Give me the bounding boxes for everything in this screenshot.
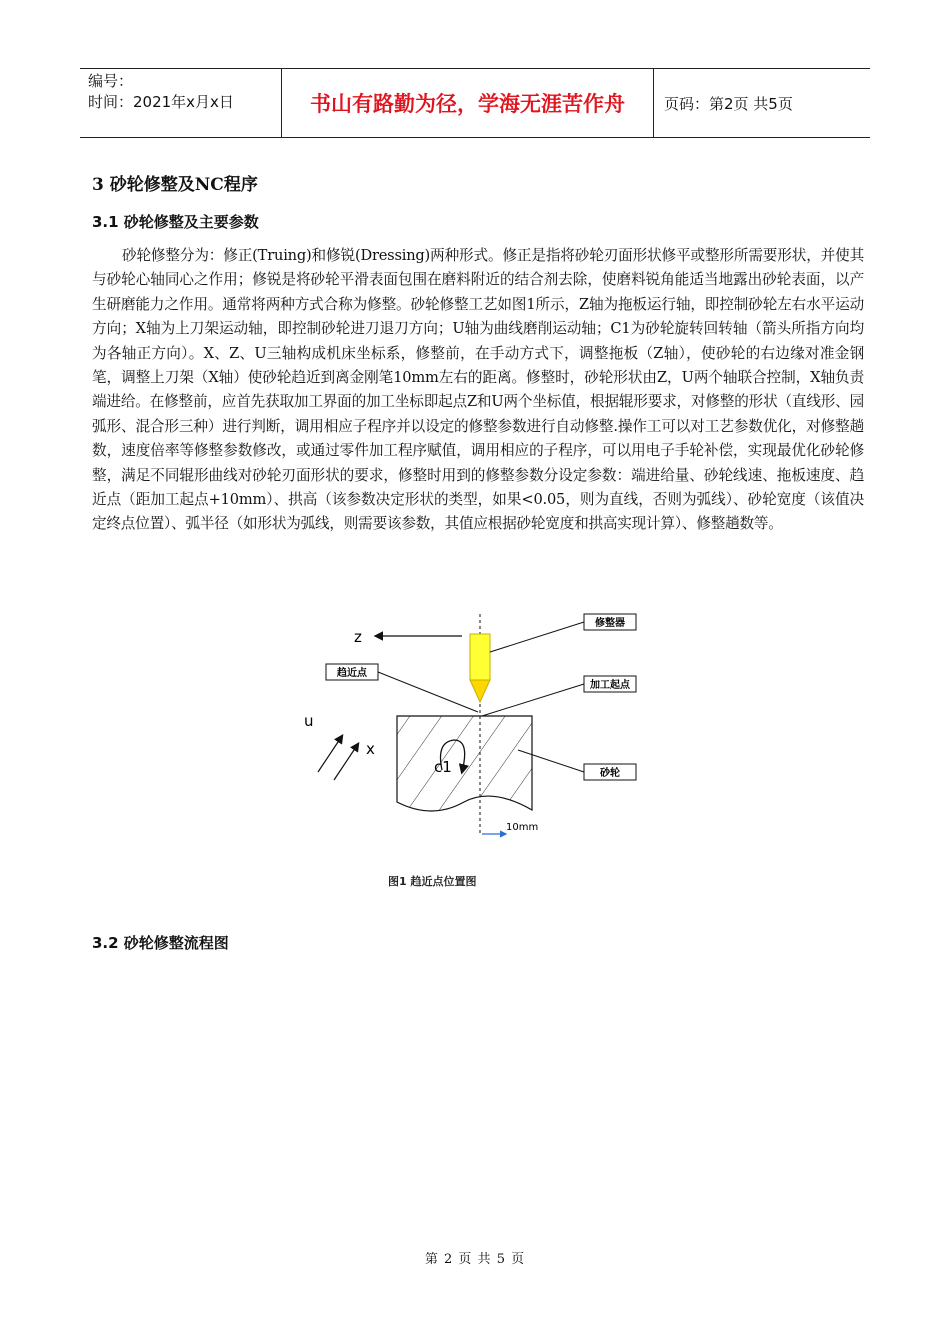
callout-dresser (490, 614, 636, 652)
axis-z-label: z (354, 628, 362, 646)
callout-wheel (518, 750, 636, 780)
dim-10mm-label: 10mm (506, 822, 539, 833)
figure-caption: 图1 趋近点位置图 (388, 875, 477, 888)
subsection-title-1: 3.1 砂轮修整及主要参数 (92, 213, 259, 231)
header-number: 编号： (88, 72, 134, 90)
axis-c1-label: c1 (434, 758, 452, 776)
axis-x-label: x (366, 740, 375, 758)
header-motto: 书山有路勤为径，学海无涯苦作舟 (282, 69, 654, 137)
callout-approach (326, 664, 478, 712)
dresser-tip (470, 680, 490, 702)
subsection-title-2: 3.2 砂轮修整流程图 (92, 934, 229, 952)
figure-approach-point (292, 612, 652, 852)
wheel-body (397, 716, 532, 811)
svg-text:趋近点: 趋近点 (337, 668, 367, 679)
svg-text:加工起点: 加工起点 (590, 680, 630, 691)
page-footer: 第 2 页 共 5 页 (424, 1252, 526, 1267)
svg-text:修整器: 修整器 (595, 618, 625, 629)
header-time: 时间：2021年x月x日 (88, 93, 234, 111)
page-header (80, 68, 870, 138)
header-left-cell (80, 69, 282, 137)
body-paragraph: 砂轮修整分为：修正(Truing)和修锐(Dressing)两种形式。修正是指将砂轮刃面形状修平或整形所需要形状，并使其与砂轮心轴同心之作用；修锐是将砂轮平滑表面包围在磨料附近的结合剂去除，使磨料锐角能适当地露出砂轮表面，以产生研磨能力之作用。通常将两种方式合称为修整。砂轮修整工艺如图1所示，Z轴为拖板运行轴，即控制砂轮左右水平运动方向；X轴为上刀架运动轴，即控制砂轮进刀退刀方向；U轴为曲线磨削运动轴；C1为砂轮旋转回转轴（箭头所指方向均为各轴正方向）。X、Z、U三轴构成机床坐标系，修整前，在手动方式下，调整拖板（Z轴），使砂轮的右边缘对准金钢笔，调整上刀架（X轴）使砂轮趋近到离金刚笔10mm左右的距离。修整时，砂轮形状由Z，U两个轴联合控制，X轴负责端进给。在修整前，应首先获取加工界面的加工坐标即起点Z和U两个坐标值，根据辊形要求，对修整的形状（直线形、园弧形、混合形三种）进行判断，调用相应子程序并以设定的修整参数进行自动修整.操作工可以对工艺参数优化，对修整趟数，速度倍率等修整参数修改，或通过零件加工程序赋值，调用相应的子程序，可以用电子手轮补偿，实现最优化砂轮修整，满足不同辊形曲线对砂轮刃面形状的要求，修整时用到的修整参数分设定参数：端进给量、砂轮线速、拖板速度、趋近点（距加工起点+10mm）、拱高（该参数决定形状的类型，如果<0.05，则为直线，否则为弧线）、砂轮宽度（该值决定终点位置）、弧半径（如形状为弧线，则需要该参数，其值应根据砂轮宽度和拱高实现计算）、修整趟数等。 (92, 247, 864, 533)
x-axis-arrow (334, 744, 358, 780)
section-title: 3 砂轮修整及NC程序 (92, 175, 258, 195)
header-page-info: 页码：第2页 共5页 (664, 94, 793, 113)
callout-start (482, 676, 636, 716)
svg-text:砂轮: 砂轮 (600, 768, 620, 779)
dresser-body (470, 634, 490, 680)
axis-u-label: u (304, 712, 314, 730)
u-axis-arrow (318, 736, 342, 772)
